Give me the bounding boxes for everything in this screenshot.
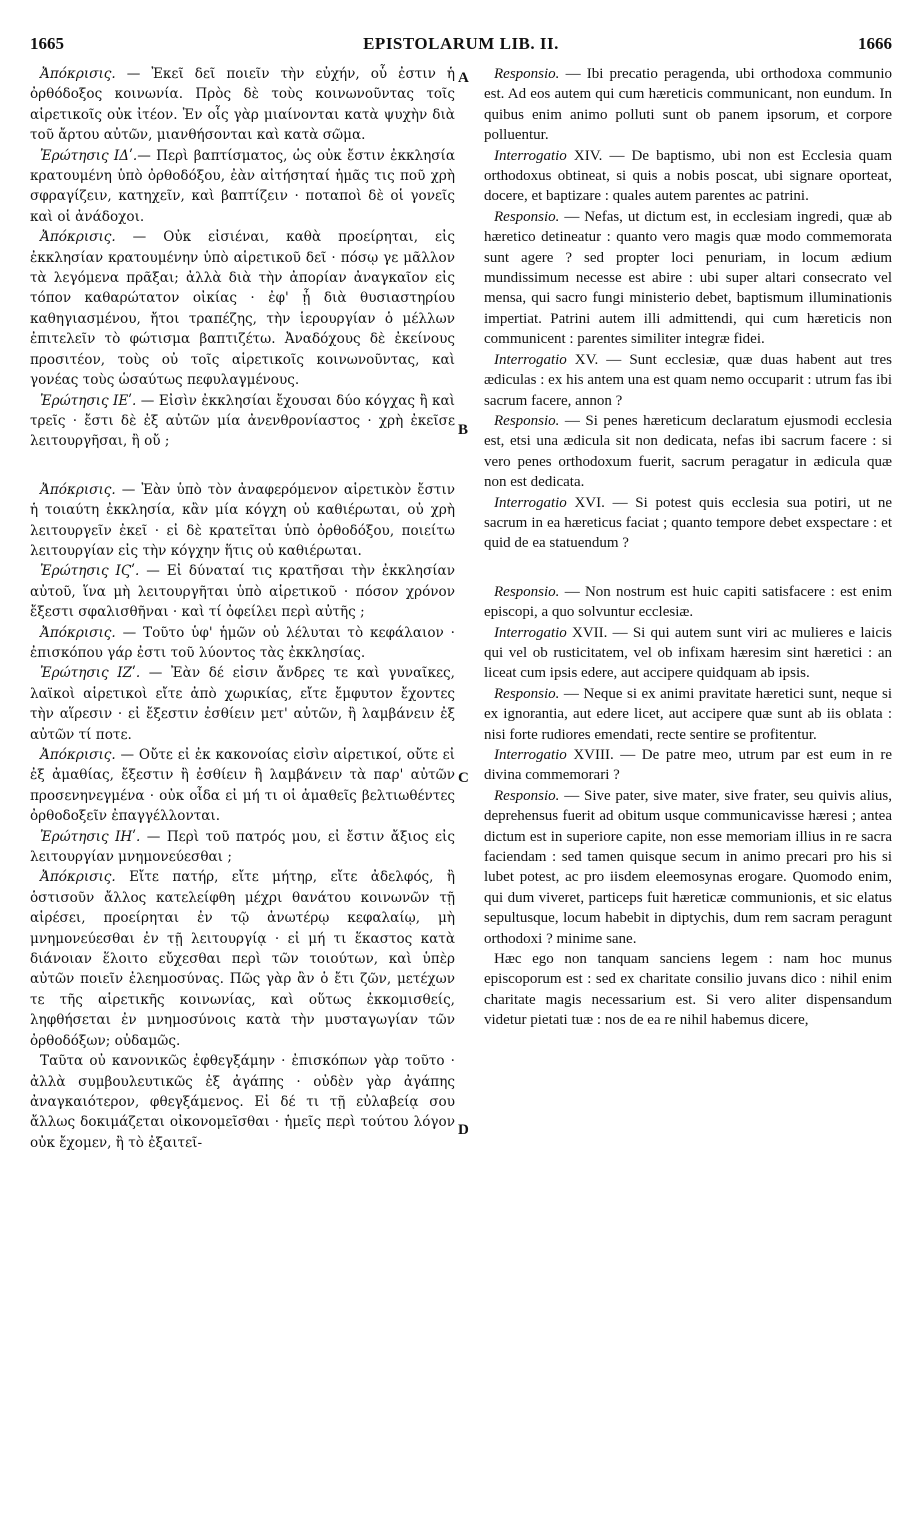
greek-text: — Ἐὰν δέ εἰσιν ἄνδρες τε καὶ γυναῖκες, λαϊκοὶ αἱρετικοὶ εἴτε ἀπὸ χωρικίας, εἴτε ἔμφυτον ἔχοντες τὴν αἵρεσιν · εἰ ἔξεστιν ἐσθίειν μετ' αὐτῶν, ἢ λαμβάνειν ἐξ αὐτῶν τί ποτε. [30,665,455,743]
greek-label: Ἐρώτησις ΙϚʹ. [40,563,140,580]
latin-text: — Non nostrum est huic capiti satisfacere : est enim episcopi, a quo solvuntur ecclesiæ. [484,583,892,621]
latin-column [484,64,892,1031]
latin-text: — Nefas, ut dictum est, in ecclesiam ingredi, quæ ab hæretico detineatur : quanto vero magis quæ modo commemorata sunt agere ? sed propter loci penuriam, in locum ædium mundissimum necesse est abire : ubi super altari consecrato vel mensa, qui sacro fungi ministerio debet, baptismum illuminationis impertiat. Patrini autem illi admittendi, qui cum hæreticis non communicent : parentes similiter integræ fidei. [484,208,892,348]
greek-text: — Οὔτε εἰ ἐκ κακονοίας εἰσὶν αἱρετικοί, οὔτε εἰ ἐξ ἀμαθίας, ἔξεστιν ἢ ἐσθίειν ἢ λαμβάνειν τὰ παρ' αὐτῶν προσενηνεγμένα · οὐκ οἶδα εἰ μή τι οἱ ἀμαθεῖς βελτιωθέντες ὀρθοδοξεῖν ἐπαγγέλλονται. [30,747,455,825]
margin-marker-c: C [458,770,469,786]
greek-text: Εἴτε πατήρ, εἴτε μήτηρ, εἴτε ἀδελφός, ἢ ὁστισοῦν ἄλλος κατελείφθη μέχρι θανάτου κοινωνῶν τῇ αἱρέσει, προείρηται ἐν τῷ ἀνωτέρῳ κεφαλαίῳ, μὴ μνημονεύεσθαι ἐν τῇ λειτουργίᾳ · εἰ μή τι ἕκαστος κατὰ διάνοιαν ἕλοιτο εὔχεσθαι περὶ τῶν τοιούτων, καὶ ὑπὲρ αὐτῶν ποιεῖν ἐλεημοσύνας. Πῶς γὰρ ἂν ὁ ἔτι ζῶν, μετέχων τε τῆς αἱρετικῆς κοινωνίας, καὶ οὕτως ἐκκομισθείς, ληφθήσεται ἐν μνημοσύνοις κατὰ τὴν μυσταγωγίαν τῶν ὀρθοδόξων; οὐδαμῶς. [30,869,455,1049]
greek-text: Ταῦτα οὐ κανονικῶς ἐφθεγξάμην · ἐπισκόπων γὰρ τοῦτο · ἀλλὰ συμβουλευτικῶς ἐξ ἀγάπης · οὐδὲν γὰρ ἀγάπης ἀναγκαιότερον, φθεγξάμενος. Εἰ δέ τι τῇ εὐλαβείᾳ σου ἄλλως δοκιμάζεται οἰκονομεῖσθαι · ἡμεῖς περὶ τούτου λόγον οὐκ ἔχομεν, ἢ τὸ ἐξαιτεῖ- [30,1053,455,1151]
latin-paragraph [484,582,892,623]
running-header [30,34,892,56]
greek-text: — Περὶ τοῦ πατρός μου, εἰ ἔστιν ἄξιος εἰς λειτουργίαν μνημονεύεσθαι ; [30,828,455,866]
margin-marker-b: B [458,422,469,438]
greek-paragraph [30,867,455,1051]
latin-label: Responsio. [494,412,560,429]
page-number-left: 1665 [30,34,64,53]
latin-label: Responsio. [494,208,560,225]
latin-text: Hæc ego non tanquam sanciens legem : nam hoc munus episcoporum est : sed ex charitate consilio juvans dico : nihil enim charitate magis necessarium est. Si vero aliter dispensandum videtur pietati tuæ : nos de ea re nihil habemus dicere, [484,951,892,1029]
greek-label: Ἐρώτησις ΙΕʹ. [40,392,137,409]
latin-label: Responsio. [494,66,560,82]
margin-marker-d: D [458,1122,469,1138]
latin-paragraph [484,949,892,1031]
latin-paragraph [484,623,892,684]
latin-label: Responsio. [494,787,560,804]
greek-label: Ἀπόκρισις. [40,869,116,886]
latin-label: Interrogatio [494,351,567,368]
greek-label: Ἀπόκρισις. [40,624,116,641]
greek-paragraph [30,64,455,146]
greek-label: Ἀπόκρισις. [40,229,116,246]
latin-text: XIV. — De baptismo, ubi non est Ecclesia quam orthodoxus obtineat, si quis a nobis poscat, ubi signare oporteat, docere, et baptizare : quales autem parentes ac patrini. [484,147,892,205]
latin-text: — Sive pater, sive mater, sive frater, seu quivis alius, deprehensus fuerit ad obitum usque communicavisse hæresi ; antea dictum est in superiore capite, non esse memoriam illius in re sacra faciendam : sed tamen quisque secum in animo precari pro his si lubet potest, ac pro iisdem eleemosynas erogare. Quomodo enim, qui dum viveret, particeps fuit hæreticæ communionis, et sic elatus sepultusque, locum habebit in diptychis, dum rem sacram peragunt orthodoxi ? minime sane. [484,787,892,947]
latin-paragraph [484,350,892,411]
greek-paragraph [30,827,455,868]
greek-paragraph [30,1051,455,1153]
latin-paragraph [484,684,892,745]
latin-label: Interrogatio [494,624,567,641]
greek-paragraph [30,227,455,390]
greek-label: Ἐρώτησις ΙΗʹ. [40,828,141,845]
latin-text: XV. — Sunt ecclesiæ, quæ duas habent aut tres ædiculas : ex his antem una est quam nemo occuparit : utrum fas ibi sacrum facere, annon ? [484,351,892,409]
greek-label: Ἀπόκρισις. [40,66,116,82]
greek-paragraph [30,480,455,562]
latin-paragraph [484,786,892,949]
latin-paragraph [484,745,892,786]
latin-paragraph [484,64,892,146]
greek-label: Ἀπόκρισις. [40,481,116,498]
latin-label: Responsio. [494,583,560,600]
greek-text: — Ἐκεῖ δεῖ ποιεῖν τὴν εὐχήν, οὗ ἐστιν ἡ ὀρθόδοξος κοινωνία. Πρὸς δὲ τοὺς κοινωνοῦντας τοῖς αἱρετικοῖς οὐκ ἰτέον. Ἐν οἷς γὰρ μιαίνονται κατὰ ψυχὴν διὰ τοῦ ἄρτου αὐτῶν, μιανθήσονται καὶ κατὰ σῶμα. [30,66,455,144]
greek-label: Ἀπόκρισις. [40,747,116,763]
greek-paragraph [30,146,455,228]
greek-paragraph [30,391,455,452]
latin-paragraph [484,493,892,554]
latin-label: Responsio. [494,685,560,702]
greek-label: Ἐρώτησις ΙΖʹ. [40,665,141,682]
latin-text: — Si penes hæreticum declaratum ejusmodi ecclesia est, etsi una ædicula sit non dedicata, nefas ibi sacrum facere : si vero penes orthodoxum fuerit, sacrum peragatur in ædicula quæ non est dedicata. [484,412,892,491]
page-number-right: 1666 [858,34,892,53]
greek-paragraph [30,623,455,664]
latin-text: XVIII. — De patre meo, utrum par est eum in re divina commemorari ? [484,747,892,784]
greek-text: — Εἰ δύναταί τις κρατῆσαι τὴν ἐκκλησίαν αὐτοῦ, ἵνα μὴ λειτουργῆται ὑπὸ αἱρετικοῦ · πόσον χρόνον ἔξεστι σφαλισθῆναι · καὶ τί ὀφείλει περὶ αὐτῆς ; [30,563,455,621]
latin-paragraph [484,207,892,350]
latin-label: Interrogatio [494,147,567,164]
greek-text: — Τοῦτο ὑφ' ἡμῶν οὐ λέλυται τὸ κεφάλαιον · ἐπισκόπου γάρ ἐστι τοῦ λύοντος τὰς ἐκκλησίας. [30,624,455,661]
greek-column [30,64,455,1153]
latin-text: XVI. — Si potest quis ecclesia sua potiri, ut ne sacrum in ea hæreticus faciat ; quanto tempore debet exspectare : et quid de ea statuendum ? [484,494,892,552]
latin-text: XVII. — Si qui autem sunt viri ac mulieres e laicis qui vel ob rusticitatem, vel ob infixam hæresim sint hæretici : an liceat cum ipsis edere, aut accipere quidquam ab ipsis. [484,624,892,682]
greek-text: — Εἰσὶν ἐκκλησίαι ἔχουσαι δύο κόγχας ἢ καὶ τρεῖς · ἔστι δὲ ἐξ αὐτῶν μία ἀνενθρονίαστος · χρὴ ἐκεῖσε λειτουργῆσαι, ἢ οὔ ; [30,392,456,450]
latin-paragraph [484,411,892,493]
margin-marker-a: A [458,70,469,86]
latin-label: Interrogatio [494,747,567,763]
latin-text: — Ibi precatio peragenda, ubi orthodoxa communio est. Ad eos autem qui cum hæreticis communicant, non eundum. In quibus enim animo polluti sunt ob panem ipsorum, et corpore polluentur. [484,66,892,144]
running-head-title: EPISTOLARUM LIB. II. [363,34,559,53]
latin-paragraph [484,146,892,207]
greek-text: — Οὐκ εἰσιέναι, καθὰ προείρηται, εἰς ἐκκλησίαν κρατουμένην ὑπὸ αἱρετικοῦ δεῖ · πόσῳ γε μᾶλλον τὰ λεγόμενα πρᾶξαι; ἀλλὰ διὰ τὴν ἀπορίαν ἀναγκαῖον εἰς τόπον καθαρώτατον οἰκίας · ἐφ' ᾗ διὰ θυσιαστηρίου καθηγιασμένου, ἤτοι τραπέζης, τὴν ἱερουργίαν ὁ μέλλων ἐπιτελεῖν τὸ φώτισμα βαπτιζέτω. Ἀναδόχους δὲ ἐκείνους προσιτέον, τοὺς οὐ τοῖς αἱρετικοῖς κοινωνοῦντας, καὶ γονέας τοὺς ὡσαύτως πεφυλαγμένους. [30,229,455,389]
greek-label: Ἐρώτησις ΙΔʹ. [40,147,138,164]
greek-paragraph [30,561,455,622]
latin-label: Interrogatio [494,494,567,511]
greek-text: — Περὶ βαπτίσματος, ὡς οὐκ ἔστιν ἐκκλησία κρατουμένη ὑπὸ ὀρθοδόξου, ἐὰν αἰτήσηταί ἡμᾶς τις ποῦ χρὴ σφραγίζειν, κατηχεῖν, καὶ βαπτίζειν · ποταποὶ δὲ οἱ γονεῖς καὶ οἱ ἀνάδοχοι. [30,147,455,225]
latin-text: — Neque si ex animi pravitate hæretici sunt, neque si ex ignorantia, aut edere licet, aut accipere quæ sunt ab iis oblata : nisi forte rudiores emendati, recte sentire se profitentur. [484,685,892,743]
greek-paragraph [30,745,455,827]
greek-paragraph [30,663,455,745]
greek-text: — Ἐὰν ὑπὸ τὸν ἀναφερόμενον αἱρετικὸν ἔστιν ἡ τοιαύτη ἐκκλησία, κἂν μία κόγχη οὐ καθιέρωται, οὐ χρὴ λειτουργεῖν ἐκεῖ · εἰ δὲ κρατεῖται ὑπὸ ὀρθοδόξου, ποιείτω λειτουργίαν εἰς τὴν κόγχην ἥτις οὐ καθιέρωται. [30,481,455,559]
